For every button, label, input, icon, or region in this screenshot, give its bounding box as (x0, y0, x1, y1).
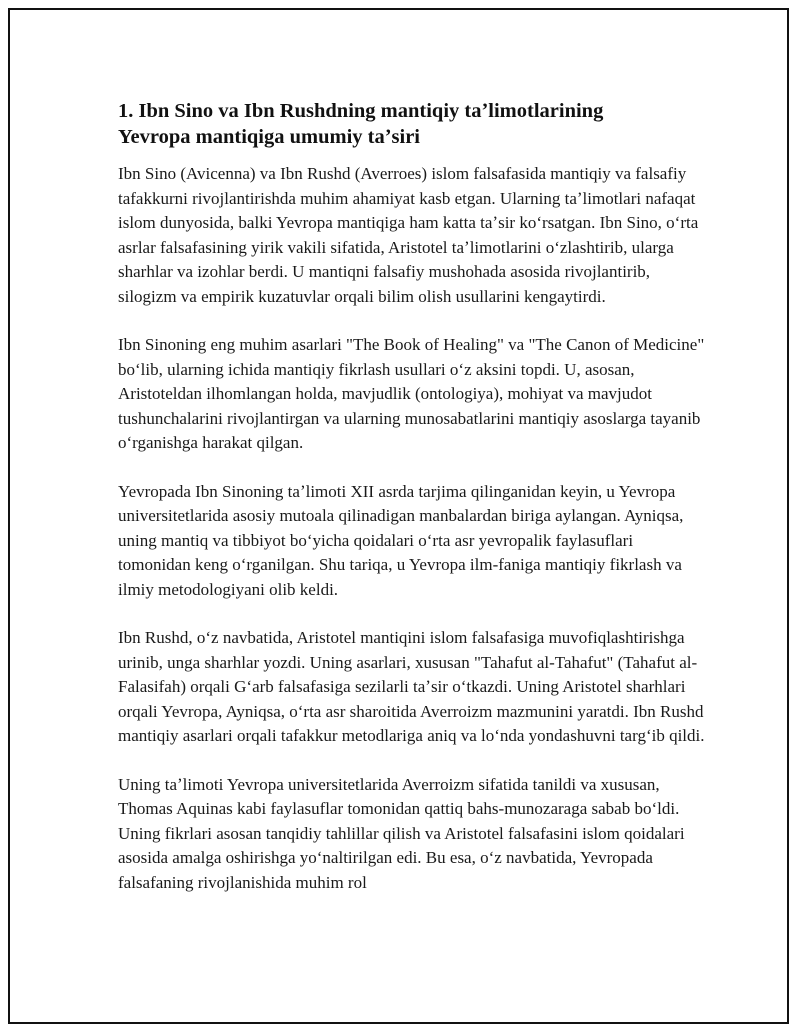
paragraph-2: Ibn Sinoning eng muhim asarlari "The Book of Healing" va "The Canon of Medicine" boʻlib, ularning ichida mantiqiy fikrlash usullari oʻz aksini topdi. U, asosan, Aristoteldan ilhomlangan holda, mavjudlik (ontologiya), mohiyat va mavjudot tushunchalarini rivojlantirgan va ularning munosabatlarini mantiqiy asoslarga tayanib oʻrganishga harakat qilgan. (118, 335, 705, 452)
paragraph-3: Yevropada Ibn Sinoning taʼlimoti XII asrda tarjima qilinganidan keyin, u Yevropa universitetlarida asosiy mutoala qilinadigan manbalardan biriga aylangan. Ayniqsa, uning mantiq va tibbiyot boʻyicha qoidalari oʻrta asr yevropalik faylasuflari tomonidan keng oʻrganilgan. Shu tariqa, u Yevropa ilm-faniga mantiqiy fikrlash va ilmiy metodologiyani olib keldi. (118, 481, 684, 599)
document-content (118, 98, 708, 919)
paragraph-4: Ibn Rushd, oʻz navbatida, Aristotel mantiqini islom falsafasiga muvofiqlashtirishga urinib, unga sharhlar yozdi. Uning asarlari, xususan "Tahafut al-Tahafut" (Tahafut al-Falasifah) orqali Gʻarb falsafasiga sezilarli taʼsir oʻtkazdi. Uning Aristotel sharhlari orqali Yevropa, Ayniqsa, oʻrta asr sharoitida Averroizm mazmunini yaratdi. Ibn Rushd mantiqiy asarlari orqali tafakkur metodlariga aniq va loʻnda yondashuvni targʻib qildi. (118, 628, 705, 745)
paragraph-5: Uning taʼlimoti Yevropa universitetlarida Averroizm sifatida tanildi va xususan, Thomas Aquinas kabi faylasuflar tomonidan qattiq bahs-munozaraga sabab boʻldi. Uning fikrlari asosan tanqidiy tahlillar qilish va Aristotel falsafasini islom qoidalari asosida amalga oshirishga yoʻnaltirilgan edi. Bu esa, oʻz navbatida, Yevropada falsafaning rivojlanishida muhim rol (118, 774, 685, 892)
section-title-line-1: 1. Ibn Sino va Ibn Rushdning mantiqiy taʼlimotlarining (118, 100, 604, 122)
document-page (8, 8, 789, 1024)
section-title (118, 98, 708, 150)
paragraph-1: Ibn Sino (Avicenna) va Ibn Rushd (Averroes) islom falsafasida mantiqiy va falsafiy tafakkurni rivojlantirishda muhim ahamiyat kasb etgan. Ularning taʼlimotlari nafaqat islom dunyosida, balki Yevropa mantiqiga ham katta taʼsir koʻrsatgan. Ibn Sino, oʻrta asrlar falsafasining yirik vakili sifatida, Aristotel taʼlimotlarini oʻzlashtirib, ularga sharhlar va izohlar berdi. U mantiqni falsafiy mushohada asosida rivojlantirib, silogizm va empirik kuzatuvlar orqali bilim olish usullarini kengaytirdi. (118, 164, 699, 306)
section-title-line-2: Yevropa mantiqiga umumiy taʼsiri (118, 126, 421, 148)
